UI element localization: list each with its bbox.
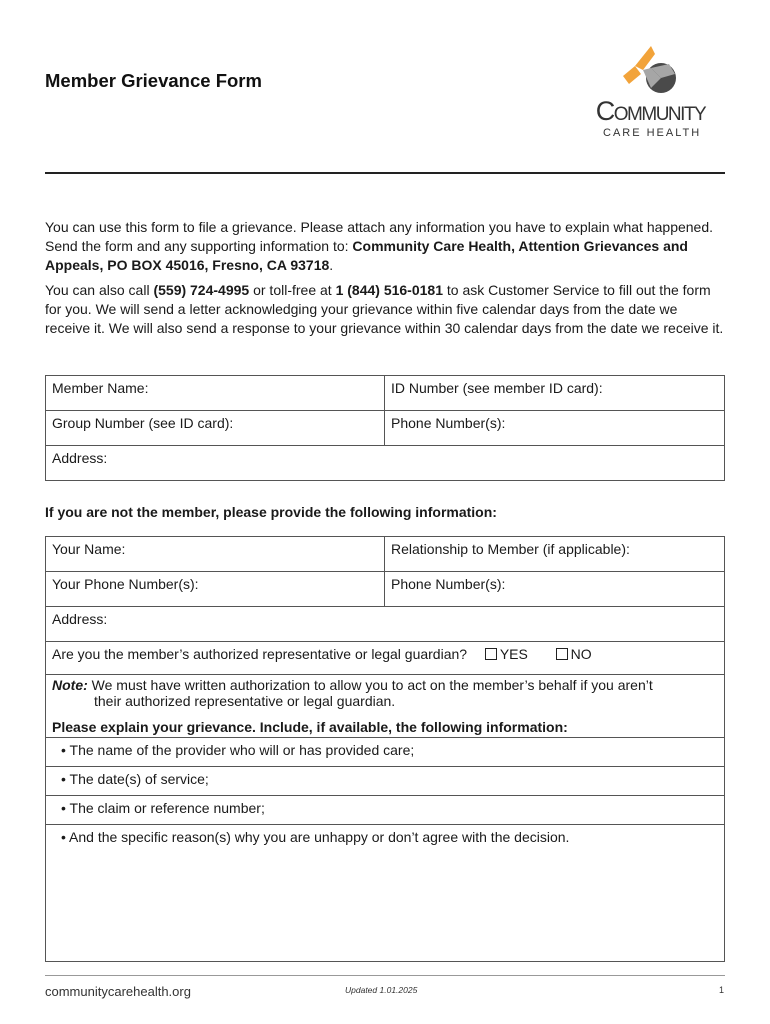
id-number-field[interactable]: ID Number (see member ID card): xyxy=(385,376,725,411)
phone-number-field[interactable]: Phone Number(s): xyxy=(385,411,725,446)
address-field[interactable]: Address: xyxy=(46,446,725,481)
relationship-field[interactable]: Relationship to Member (if applicable): xyxy=(385,537,725,572)
header-divider xyxy=(45,172,725,174)
representative-question: Are you the member’s authorized representative or legal guardian? YES NO xyxy=(45,641,725,675)
no-label: NO xyxy=(570,646,592,662)
footer-url: communitycarehealth.org xyxy=(45,984,191,999)
logo-wordmark: Community xyxy=(595,96,706,126)
note-label: Note: xyxy=(52,677,88,693)
note-text-continued: their authorized representative or legal guardian. xyxy=(94,693,396,709)
list-item-reason[interactable]: • And the specific reason(s) why you are unhappy or don’t agree with the decision. xyxy=(61,829,570,845)
phone-local: (559) 724-4995 xyxy=(153,282,250,298)
list-item-dates[interactable]: • The date(s) of service; xyxy=(46,767,724,796)
yes-label: YES xyxy=(499,646,528,662)
grievance-details-list xyxy=(45,737,725,962)
group-number-field[interactable]: Group Number (see ID card): xyxy=(46,411,385,446)
footer-divider xyxy=(45,975,725,976)
mailing-address: Community Care Health, Attention Grievances and Appeals, PO BOX 45016, Fresno, CA 93718 xyxy=(45,238,688,273)
non-member-info-table xyxy=(45,536,725,642)
non-member-heading: If you are not the member, please provide the following information: xyxy=(45,504,497,520)
your-name-field[interactable]: Your Name: xyxy=(46,537,385,572)
member-name-field[interactable]: Member Name: xyxy=(46,376,385,411)
logo-mark-icon xyxy=(621,44,681,96)
community-care-health-logo xyxy=(573,44,728,142)
intro-text xyxy=(45,218,725,344)
no-checkbox[interactable] xyxy=(556,648,568,660)
other-phone-field[interactable]: Phone Number(s): xyxy=(385,572,725,607)
list-item-claim[interactable]: • The claim or reference number; xyxy=(46,796,724,825)
logo-subtitle: CARE HEALTH xyxy=(603,127,702,139)
grievance-instructions: Please explain your grievance. Include, if available, the following information: xyxy=(52,719,568,735)
list-item-provider[interactable]: • The name of the provider who will or has provided care; xyxy=(46,738,724,767)
member-info-table xyxy=(45,375,725,481)
phone-tollfree: 1 (844) 516-0181 xyxy=(335,282,443,298)
yes-checkbox[interactable] xyxy=(485,648,497,660)
intro-paragraph-2: You can also call (559) 724-4995 or toll-free at 1 (844) 516-0181 to ask Customer Service to fill out the form for you. We will send a letter acknowledging your grievance within five calendar days from the date we receive it. We will also send a response to your grievance within 30 calendar days from the date we receive it. xyxy=(45,282,724,336)
note-section xyxy=(45,675,725,737)
note-text: Note: We must have written authorization to allow you to act on the member’s behalf if you aren’t xyxy=(52,677,653,693)
page-title: Member Grievance Form xyxy=(45,70,262,91)
non-member-address-field[interactable]: Address: xyxy=(46,607,725,642)
intro-paragraph-1: You can use this form to file a grievance. Please attach any information you have to explain what happened. Send the form and any supporting information to: Community Care Health, Attention Grievances and Appeals, PO BOX 45016, Fresno, CA 93718. xyxy=(45,219,714,273)
your-phone-field[interactable]: Your Phone Number(s): xyxy=(46,572,385,607)
page-number: 1 xyxy=(718,985,724,995)
footer-updated: Updated 1.01.2025 xyxy=(345,985,418,995)
